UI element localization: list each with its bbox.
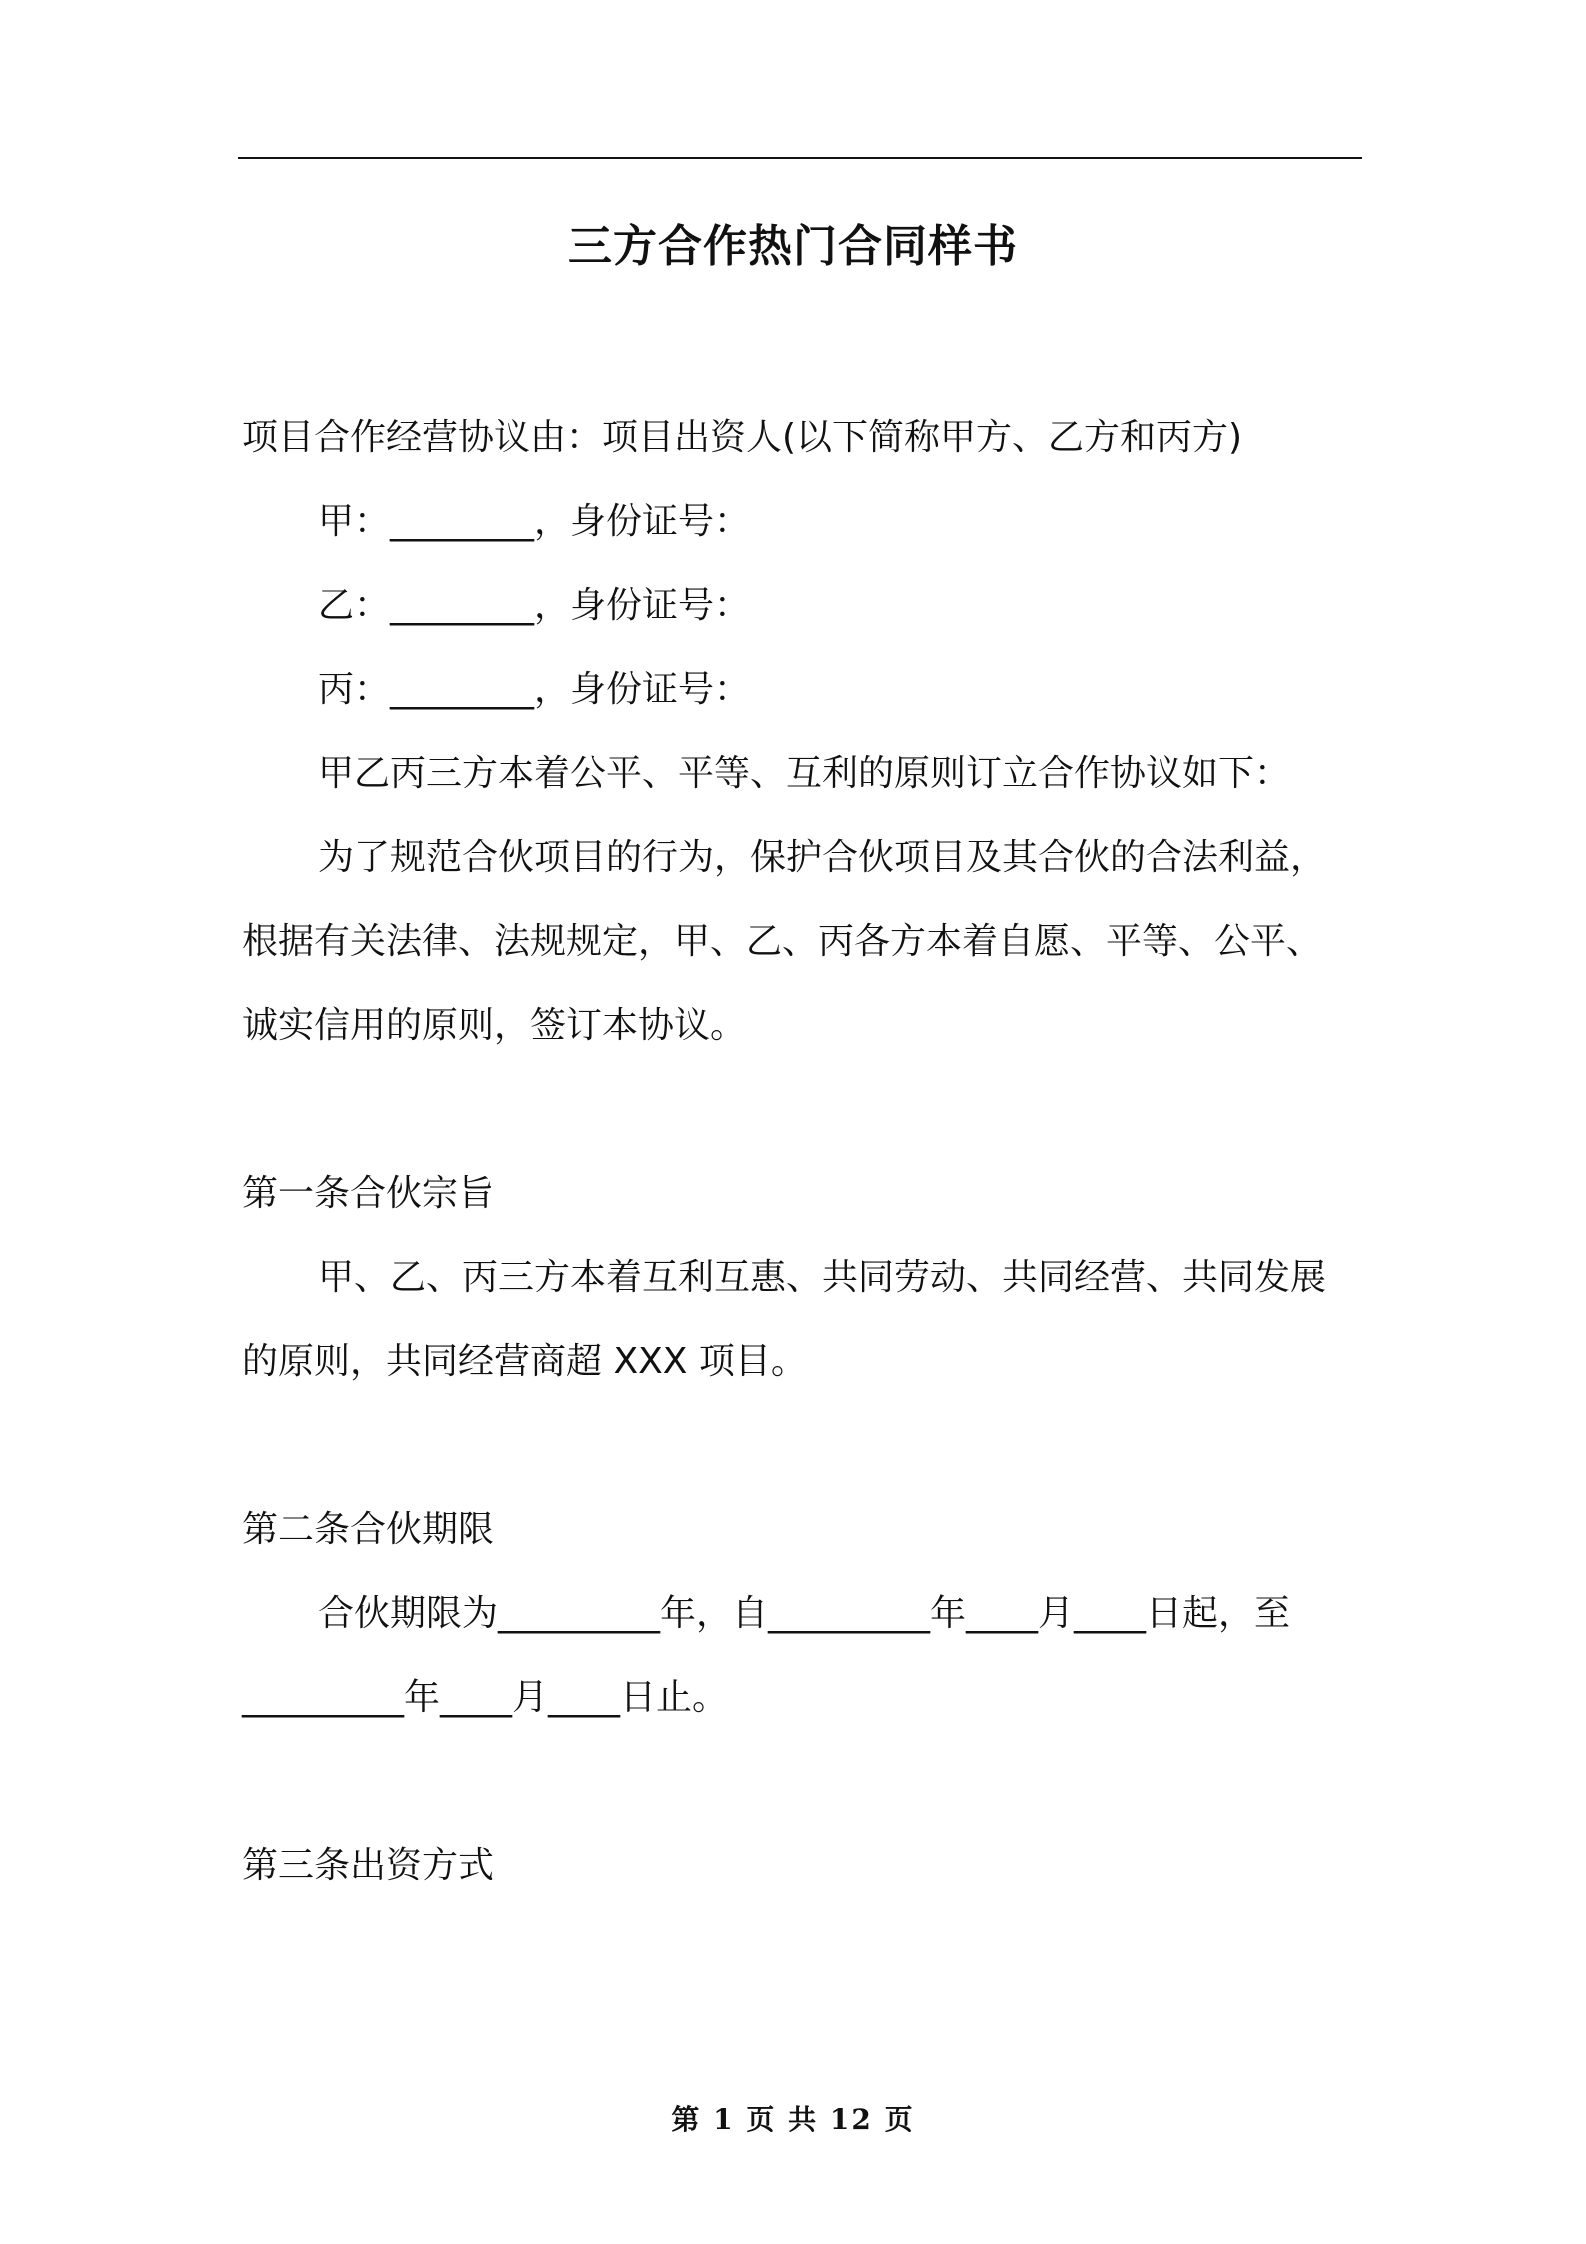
party-a-line: 甲：________，身份证号： bbox=[318, 501, 751, 542]
article2-text: 合伙期限为_________年，自_________年____月____日起，至 bbox=[318, 1593, 1291, 1634]
article1-text: 甲、乙、丙三方本着互利互惠、共同劳动、共同经营、共同发展 bbox=[318, 1257, 1327, 1298]
document-title: 三方合作热门合同样书 bbox=[568, 221, 1018, 272]
header-rule bbox=[238, 157, 1362, 159]
intro-line: 项目合作经营协议由：项目出资人(以下简称甲方、乙方和丙方) bbox=[242, 417, 1243, 458]
article1-text: 的原则，共同经营商超 XXX 项目。 bbox=[242, 1341, 807, 1382]
article3-heading: 第三条出资方式 bbox=[242, 1845, 495, 1886]
party-b-line: 乙：________，身份证号： bbox=[318, 585, 751, 626]
paragraph-line: 为了规范合伙项目的行为，保护合伙项目及其合伙的合法利益， bbox=[318, 837, 1327, 878]
party-c-line: 丙：________，身份证号： bbox=[318, 669, 751, 710]
article1-heading: 第一条合伙宗旨 bbox=[242, 1173, 495, 1214]
paragraph-line: 根据有关法律、法规规定，甲、乙、丙各方本着自愿、平等、公平、 bbox=[242, 921, 1323, 962]
paragraph-line: 诚实信用的原则，签订本协议。 bbox=[242, 1005, 747, 1046]
article2-text: _________年____月____日止。 bbox=[242, 1677, 729, 1718]
page-number-footer: 第 1 页 共 12 页 bbox=[671, 2103, 915, 2136]
article2-heading: 第二条合伙期限 bbox=[242, 1509, 495, 1550]
principle-line: 甲乙丙三方本着公平、平等、互利的原则订立合作协议如下： bbox=[318, 753, 1291, 794]
